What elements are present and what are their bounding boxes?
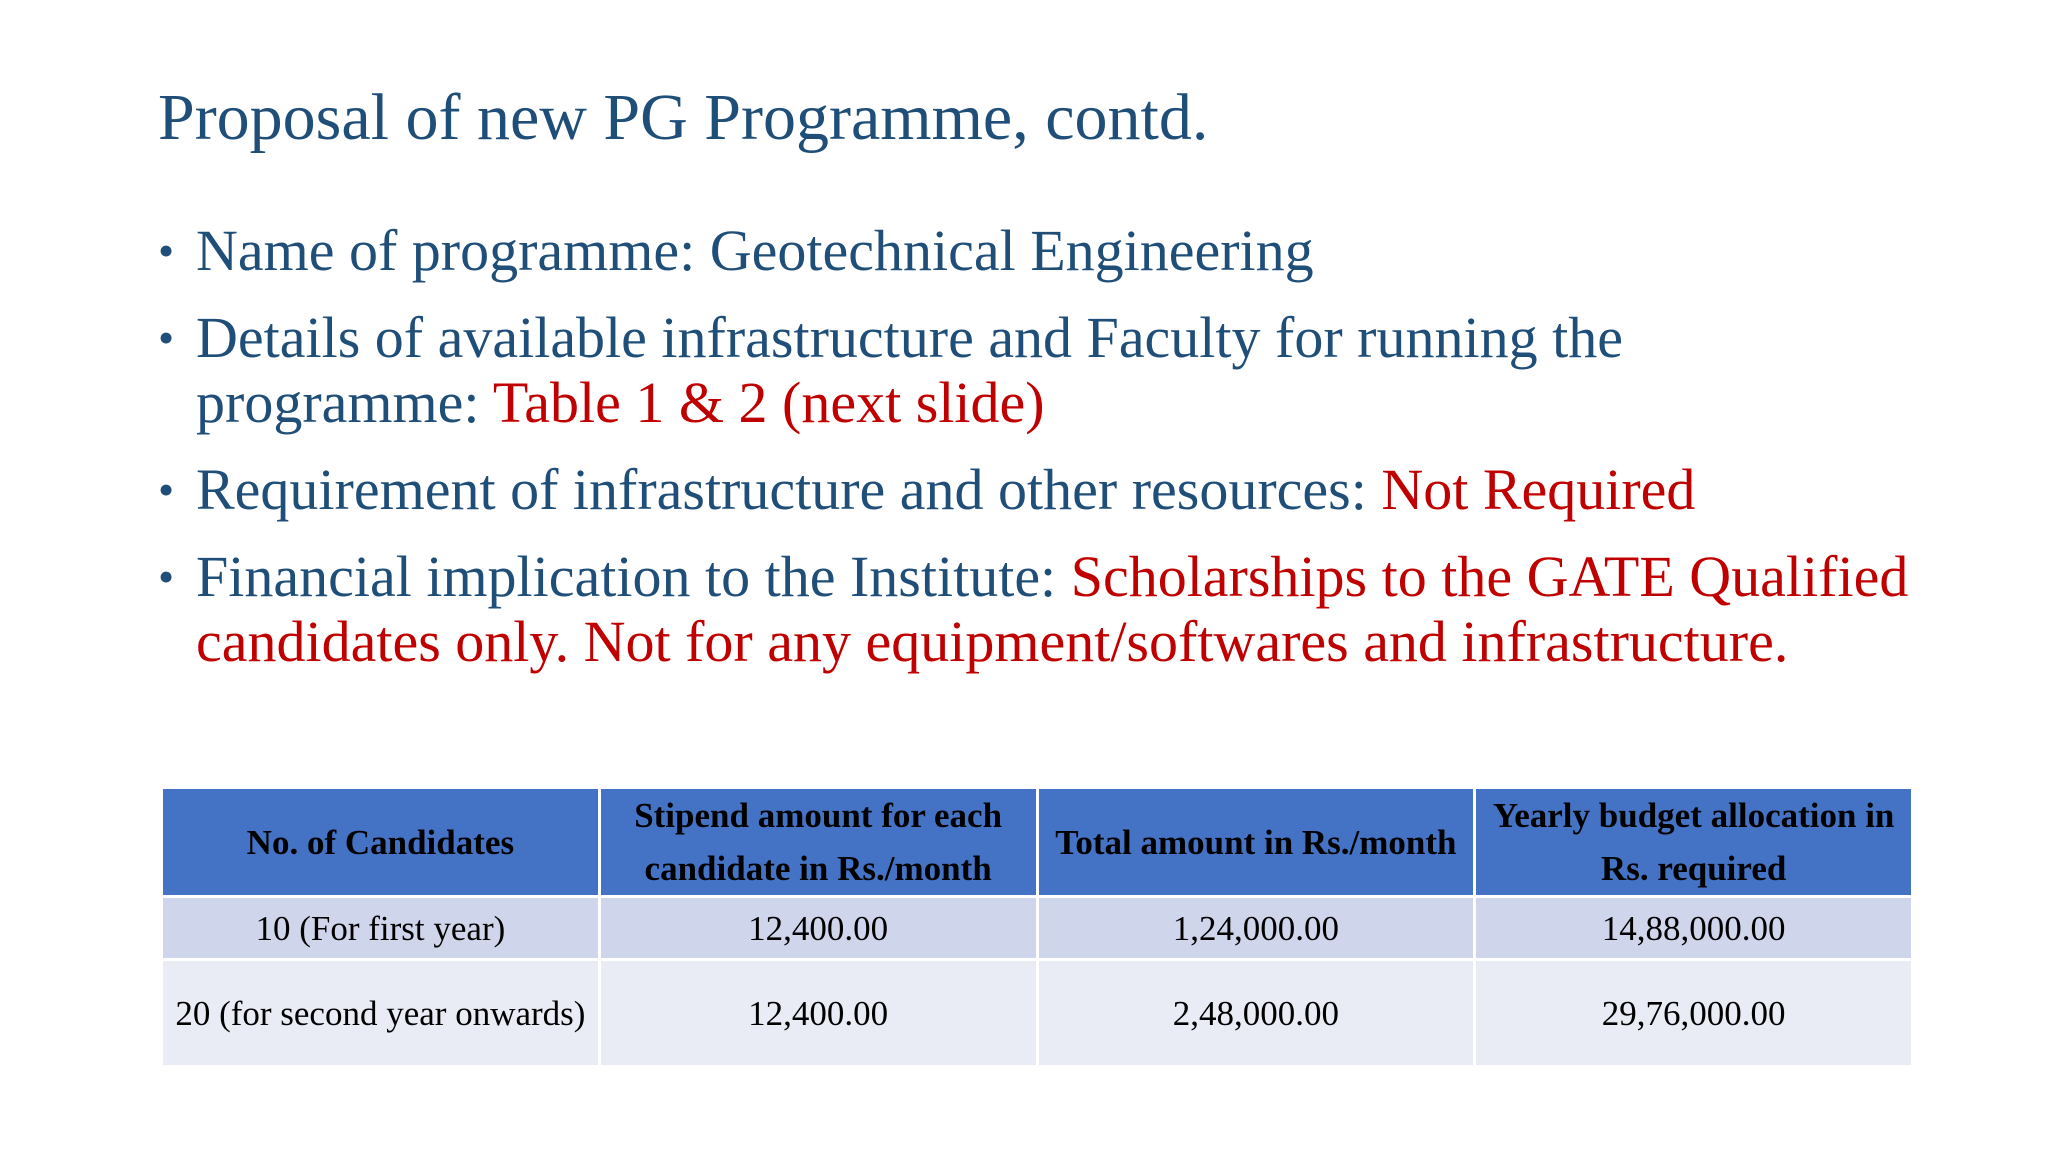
table-header-row [162, 788, 1913, 897]
bullet-programme-name [158, 218, 1918, 283]
bullet-text: Requirement of infrastructure and other resources: [196, 457, 1382, 522]
table-cell: 14,88,000.00 [1475, 897, 1913, 960]
budget-table [160, 786, 1914, 1068]
bullet-text: Details of available infrastructure and Faculty for running the programme: [196, 305, 1623, 435]
bullet-highlight: Not Required [1381, 457, 1696, 522]
table-cell: 1,24,000.00 [1037, 897, 1475, 960]
bullet-highlight: Table 1 & 2 (next slide) [492, 370, 1045, 435]
bullet-infrastructure-details [158, 305, 1918, 435]
bullet-text: Financial implication to the Institute: [196, 544, 1071, 609]
bullet-highlight: Scholarships to the GATE Qualified candidates only. Not for any equipment/softwares and infrastructure. [196, 544, 1909, 674]
table-cell: 12,400.00 [599, 897, 1037, 960]
header-no-of-candidates: No. of Candidates [162, 788, 600, 897]
bullet-dot-icon: • [158, 312, 175, 363]
table-row [162, 897, 1913, 960]
table-cell: 10 (For first year) [162, 897, 600, 960]
table-row [162, 960, 1913, 1067]
table-cell: 12,400.00 [599, 960, 1037, 1067]
header-yearly-budget: Yearly budget allocation in Rs. required [1475, 788, 1913, 897]
bullet-dot-icon: • [158, 225, 175, 276]
table-cell: 29,76,000.00 [1475, 960, 1913, 1067]
table-cell: 20 (for second year onwards) [162, 960, 600, 1067]
bullet-dot-icon: • [158, 551, 175, 602]
header-total-amount: Total amount in Rs./month [1037, 788, 1475, 897]
bullet-financial-implication [158, 544, 1918, 674]
bullet-dot-icon: • [158, 464, 175, 515]
bullet-list [158, 218, 1918, 696]
slide-title: Proposal of new PG Programme, contd. [158, 81, 1209, 154]
table-cell: 2,48,000.00 [1037, 960, 1475, 1067]
header-stipend-amount: Stipend amount for each candidate in Rs./month [599, 788, 1037, 897]
bullet-resource-requirement [158, 457, 1918, 522]
bullet-text: Name of programme: Geotechnical Engineering [196, 218, 1314, 283]
